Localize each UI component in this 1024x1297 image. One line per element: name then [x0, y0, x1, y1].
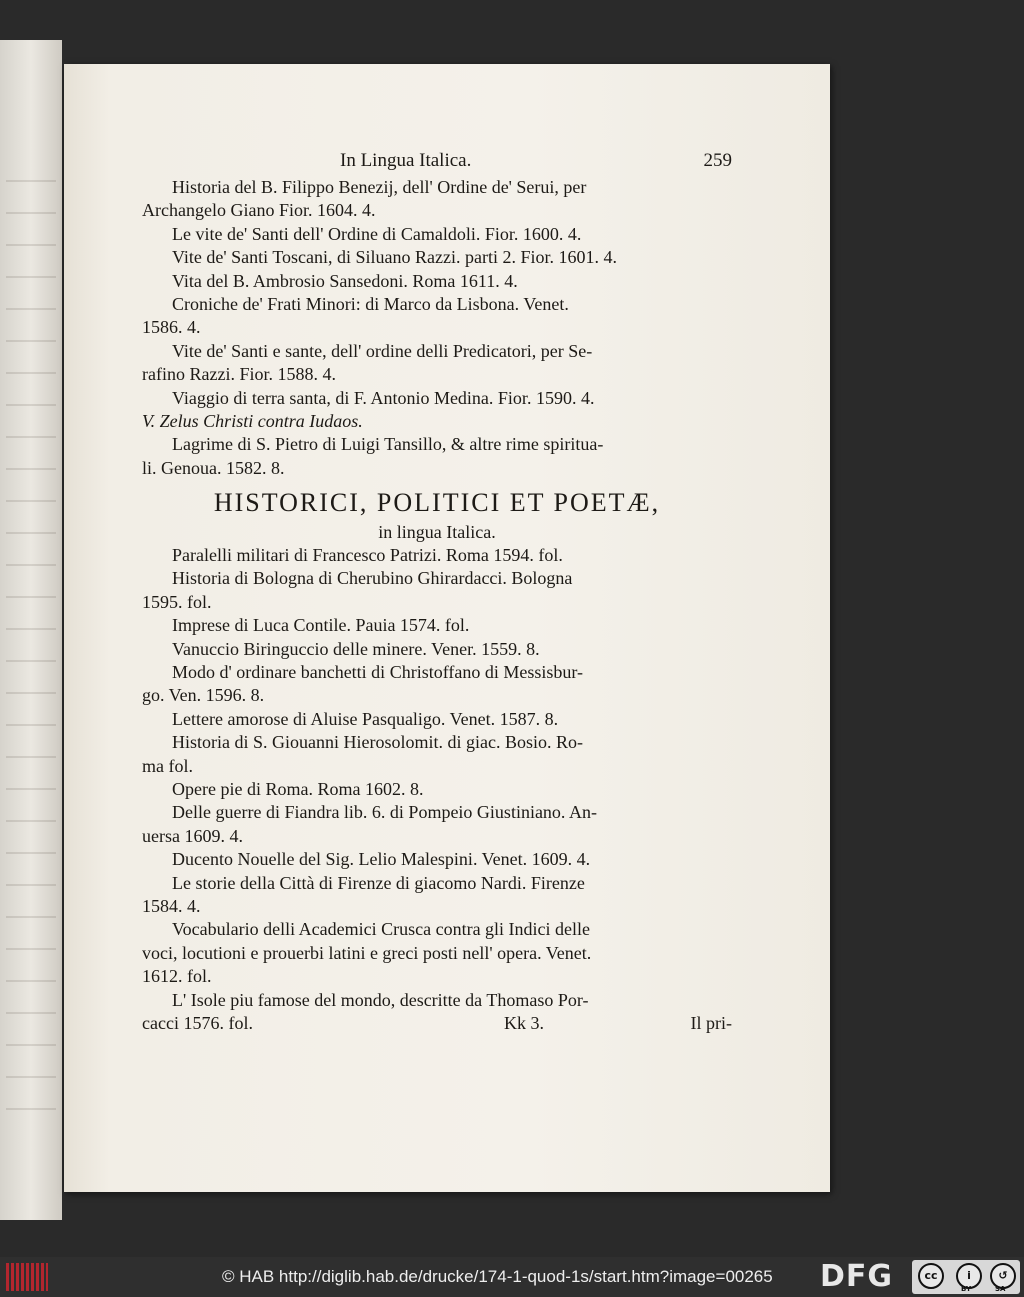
text-line: Delle guerre di Fiandra lib. 6. di Pompeio Giustiniano. An- [172, 802, 597, 823]
text-line: go. Ven. 1596. 8. [142, 685, 265, 706]
text-line: Le vite de' Santi dell' Ordine di Camaldoli. Fior. 1600. 4. [172, 223, 582, 244]
running-title: In Lingua Italica. [340, 150, 472, 171]
cc-license-badge[interactable] [912, 1260, 1020, 1294]
by-attribution-icon: i [956, 1263, 982, 1289]
text-line: Le storie della Città di Firenze di giacomo Nardi. Firenze [172, 872, 585, 893]
cc-icon: cc [918, 1263, 944, 1289]
text-line: Opere pie di Roma. Roma 1602. 8. [172, 778, 424, 799]
by-label: BY [961, 1285, 972, 1293]
sa-label: SA [995, 1285, 1006, 1293]
text-line: V. Zelus Christi contra Iudaos. [142, 410, 363, 431]
facing-page-text-traces [6, 180, 56, 1130]
signature-mark: Kk 3. [504, 1012, 544, 1033]
text-line: Ducento Nouelle del Sig. Lelio Malespini. Venet. 1609. 4. [172, 849, 591, 870]
text-line: 1612. fol. [142, 966, 212, 987]
text-line: 1595. fol. [142, 591, 212, 612]
text-line: Vanuccio Biringuccio delle minere. Vener. 1559. 8. [172, 638, 540, 659]
text-line: Historia del B. Filippo Benezij, dell' Ordine de' Serui, per [172, 177, 587, 197]
page-text [142, 146, 732, 1035]
running-head [142, 146, 732, 176]
text-line: 1584. 4. [142, 895, 201, 916]
text-line: li. Genoua. 1582. 8. [142, 457, 285, 478]
text-line: Viaggio di terra santa, di F. Antonio Medina. Fior. 1590. 4. [172, 387, 595, 408]
text-line: ma fol. [142, 755, 193, 776]
share-alike-icon: ↺ [990, 1263, 1016, 1289]
text-line: Archangelo Giano Fior. 1604. 4. [142, 200, 376, 221]
section-subheading: in lingua Italica. [378, 522, 496, 543]
book-page [64, 64, 830, 1192]
section-heading: HISTORICI, POLITICI ET POETÆ, [213, 488, 661, 518]
text-line: Vocabulario delli Academici Crusca contra gli Indici delle [172, 919, 591, 940]
viewer-footer [0, 1257, 1024, 1297]
text-line: Imprese di Luca Contile. Pauia 1574. fol. [172, 615, 470, 636]
page-number: 259 [703, 150, 732, 171]
text-line: Vite de' Santi e sante, dell' ordine delli Predicatori, per Se- [172, 340, 593, 361]
text-line: Historia di S. Giouanni Hierosolomit. di giac. Bosio. Ro- [172, 732, 583, 753]
entries-after-section [142, 544, 732, 1012]
entries-before-section [142, 176, 732, 480]
catchword: Il pri- [690, 1012, 732, 1033]
last-line-text: cacci 1576. fol. [142, 1012, 253, 1033]
text-line: 1586. 4. [142, 317, 201, 338]
text-line: L' Isole piu famose del mondo, descritte da Thomaso Por- [172, 989, 589, 1010]
copyright-credit: © HAB http://diglib.hab.de/drucke/174-1-quod-1s/start.htm?image=00265 [222, 1267, 773, 1286]
text-line: Historia di Bologna di Cherubino Ghirardacci. Bologna [172, 568, 573, 589]
text-line: Lagrime di S. Pietro di Luigi Tansillo, & altre rime spiritua- [172, 434, 604, 455]
text-line: Paralelli militari di Francesco Patrizi. Roma 1594. fol. [172, 545, 563, 566]
text-line: Croniche de' Frati Minori: di Marco da Lisbona. Venet. [172, 293, 569, 314]
facing-page-edge [0, 40, 62, 1220]
text-line: rafino Razzi. Fior. 1588. 4. [142, 364, 336, 385]
text-line: Vita del B. Ambrosio Sansedoni. Roma 1611. 4. [172, 270, 518, 291]
text-line: uersa 1609. 4. [142, 825, 243, 846]
hab-logo-icon[interactable] [6, 1263, 48, 1291]
text-line: Vite de' Santi Toscani, di Siluano Razzi. parti 2. Fior. 1601. 4. [172, 247, 618, 268]
text-line: Lettere amorose di Aluise Pasqualigo. Venet. 1587. 8. [172, 708, 559, 729]
dfg-logo-icon[interactable]: DFG [820, 1259, 894, 1294]
text-line: voci, locutioni e prouerbi latini e greci posti nell' opera. Venet. [142, 942, 592, 963]
text-line: Modo d' ordinare banchetti di Christoffano di Messisbur- [172, 662, 583, 683]
last-line [142, 1012, 732, 1035]
